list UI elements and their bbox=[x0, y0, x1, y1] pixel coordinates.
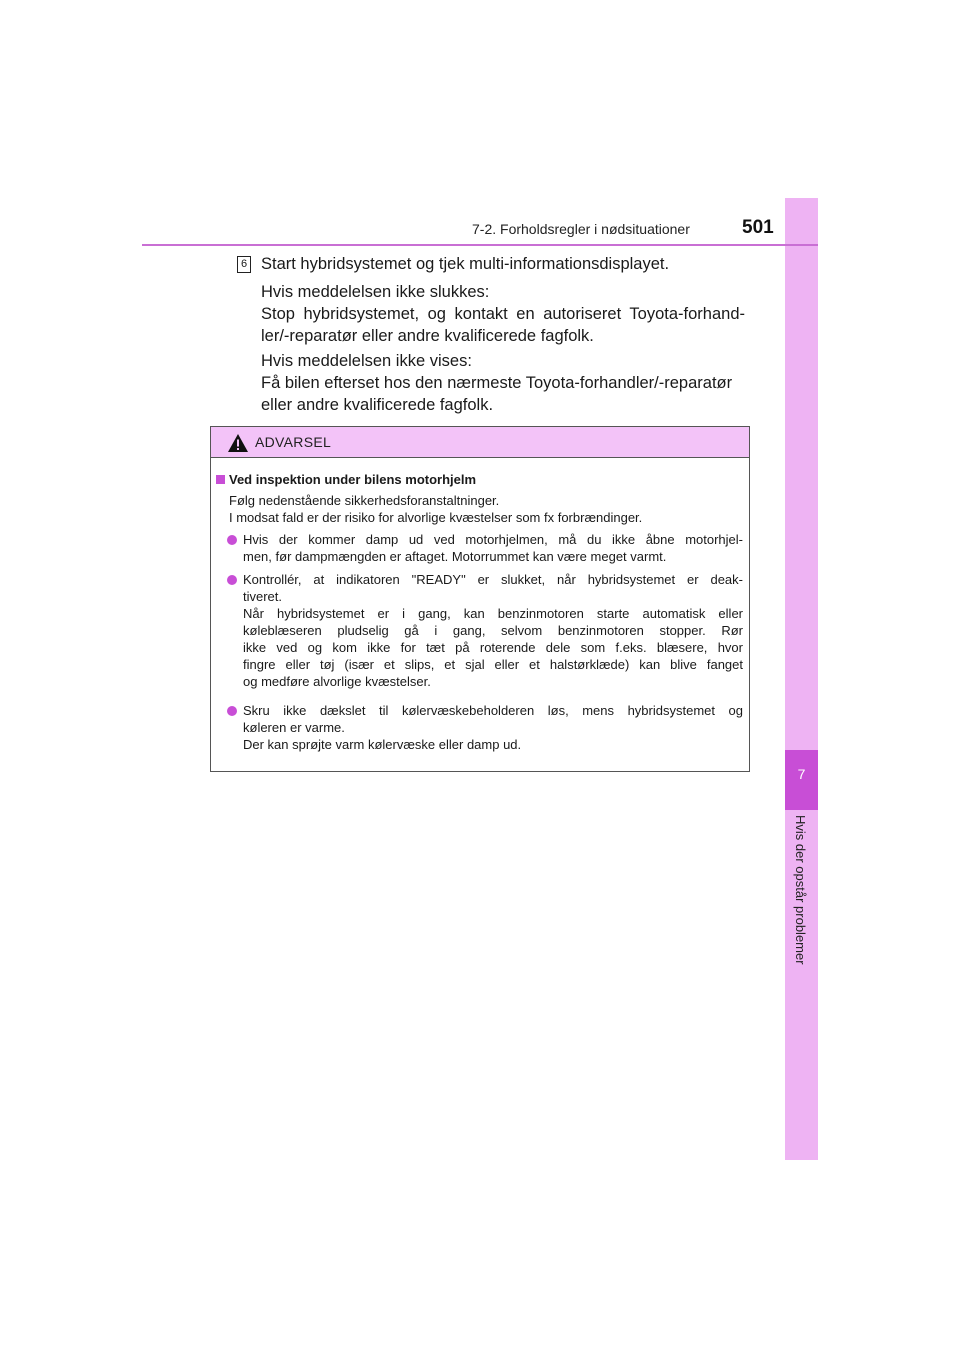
square-bullet-icon bbox=[216, 475, 225, 484]
step-line: ler/-reparatør eller andre kvalificerede fagfolk. bbox=[261, 327, 594, 345]
warning-bullet-line: ikke ved og kom ikke for tæt på roterende dele som f.eks. blæsere, hvor bbox=[243, 640, 743, 655]
step-line: Hvis meddelelsen ikke vises: bbox=[261, 352, 472, 370]
warning-bullet-line: køleren er varme. bbox=[243, 720, 345, 735]
warning-bullet-line: Skru ikke dækslet til kølervæskebeholderen løs, mens hybridsystemet og bbox=[243, 703, 743, 718]
warning-intro-line: Følg nedenstående sikkerhedsforanstaltninger. bbox=[229, 493, 500, 508]
bullet-dot-icon bbox=[227, 706, 237, 716]
chapter-side-tab bbox=[785, 198, 818, 1160]
step-number-badge: 6 bbox=[237, 256, 251, 273]
step-line: Start hybridsystemet og tjek multi-informationsdisplayet. bbox=[261, 255, 670, 273]
warning-bullet-line: og medføre alvorlige kvæstelser. bbox=[243, 674, 431, 689]
section-title: 7-2. Forholdsregler i nødsituationer bbox=[472, 221, 690, 237]
warning-box bbox=[210, 426, 750, 772]
warning-bullet-line: tiveret. bbox=[243, 589, 283, 604]
step-line: Få bilen efterset hos den nærmeste Toyota-forhandler/-reparatør bbox=[261, 374, 733, 392]
warning-header bbox=[211, 427, 749, 458]
step-line: Stop hybridsystemet, og kontakt en autoriseret Toyota-forhand- bbox=[261, 305, 745, 323]
warning-bullet-line: Hvis der kommer damp ud ved motorhjelmen, må du ikke åbne motorhjel- bbox=[243, 532, 743, 547]
bullet-dot-icon bbox=[227, 535, 237, 545]
warning-bullet-line: Der kan sprøjte varm kølervæske eller damp ud. bbox=[243, 737, 522, 752]
warning-intro-line: I modsat fald er der risiko for alvorlige kvæstelser som fx forbrændinger. bbox=[229, 510, 643, 525]
step-line: Hvis meddelelsen ikke slukkes: bbox=[261, 283, 490, 301]
warning-title: ADVARSEL bbox=[255, 434, 332, 450]
warning-triangle-icon bbox=[227, 433, 249, 458]
warning-bullet-line: køleblæseren pludselig gå i gang, selvom benzinmotoren stopper. Rør bbox=[243, 623, 743, 638]
warning-bullet-line: Kontrollér, at indikatoren "READY" er slukket, når hybridsystemet er deak- bbox=[243, 572, 743, 587]
step-line: eller andre kvalificerede fagfolk. bbox=[261, 396, 494, 414]
page-number: 501 bbox=[742, 217, 774, 238]
warning-bullet-line: men, før dampmængden er aftaget. Motorrummet kan være meget varmt. bbox=[243, 549, 667, 564]
warning-bullet-line: fingre eller tøj (især et slips, et sjal eller et halstørklæde) kan blive fanget bbox=[243, 657, 743, 672]
chapter-title-text: Hvis der opstår problemer bbox=[793, 815, 808, 965]
warning-bullet-line: Når hybridsystemet er i gang, kan benzinmotoren starte automatisk eller bbox=[243, 606, 743, 621]
chapter-number: 7 bbox=[797, 766, 806, 782]
header-divider bbox=[142, 244, 818, 246]
warning-heading: Ved inspektion under bilens motorhjelm bbox=[229, 472, 477, 487]
bullet-dot-icon bbox=[227, 575, 237, 585]
